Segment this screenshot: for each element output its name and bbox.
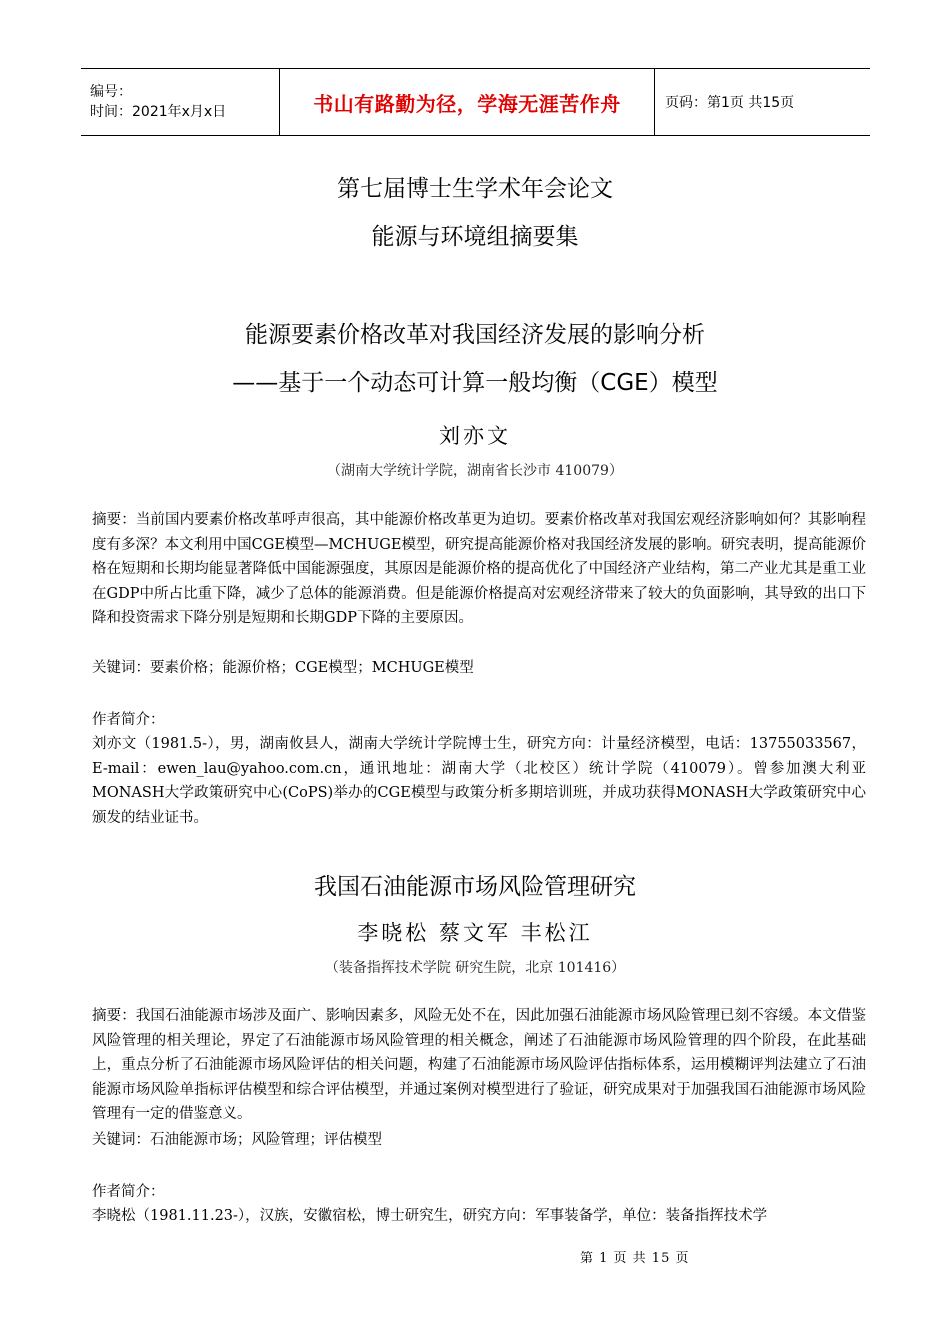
abstract-label: 摘要： xyxy=(92,1008,136,1024)
abstract-text: 当前国内要素价格改革呼声很高，其中能源价格改革更为迫切。要素价格改革对我国宏观经济影响如何？其影响程度有多深？本文利用中国CGE模型—MCHUGE模型，研究提高能源价格对我国经济发展的影响。研究表明，提高能源价格在短期和长期均能显著降低中国能源强度，其原因是能源价格的提高优化了中国经济产业结构，第二产业尤其是重工业在GDP中所占比重下降，减少了总体的能源消费。但是能源价格提高对宏观经济带来了较大的负面影响，其导致的出口下降和投资需求下降分别是短期和长期GDP下降的主要原因。 xyxy=(92,512,867,626)
page-info-text: 页码：第1页 共15页 xyxy=(665,95,795,111)
header-motto-cell xyxy=(280,69,655,135)
paper1-keywords xyxy=(92,656,866,681)
paper1-abstract xyxy=(92,508,866,631)
header-page-info xyxy=(655,69,870,135)
keywords-label: 关键词： xyxy=(92,1132,150,1148)
paper2-bio: 李晓松（1981.11.23-），汉族，安徽宿松，博士研究生，研究方向：军事装备学，单位：装备指挥技术学 xyxy=(92,1208,768,1224)
paper2-title: 我国石油能源市场风险管理研究 xyxy=(314,874,636,900)
document-date: 时间：2021年x月x日 xyxy=(90,104,227,120)
keywords-text: 石油能源市场；风险管理；评估模型 xyxy=(150,1132,382,1148)
page-footer: 第 1 页 共 15 页 xyxy=(580,1251,690,1266)
collection-subtitle: 能源与环境组摘要集 xyxy=(371,224,579,250)
paper2-bio-label: 作者简介： xyxy=(92,1184,165,1200)
paper1-subtitle: ——基于一个动态可计算一般均衡（CGE）模型 xyxy=(232,370,718,396)
paper2-keywords xyxy=(92,1128,866,1153)
document-number: 编号： xyxy=(90,84,132,100)
paper1-bio-label: 作者简介： xyxy=(92,712,165,728)
paper2-affiliation: （装备指挥技术学院 研究生院，北京 101416） xyxy=(324,960,626,976)
header-motto: 书山有路勤为径，学海无涯苦作舟 xyxy=(313,91,621,116)
document-header xyxy=(81,68,870,136)
paper2-abstract xyxy=(92,1004,866,1127)
abstract-text: 我国石油能源市场涉及面广、影响因素多，风险无处不在，因此加强石油能源市场风险管理已刻不容缓。本文借鉴风险管理的相关理论，界定了石油能源市场风险管理的相关概念，阐述了石油能源市场风险管理的四个阶段，在此基础上，重点分析了石油能源市场风险评估的相关问题，构建了石油能源市场风险评估指标体系，运用模糊评判法建立了石油能源市场风险单指标评估模型和综合评估模型，并通过案例对模型进行了验证，研究成果对于加强我国石油能源市场风险管理有一定的借鉴意义。 xyxy=(92,1008,867,1122)
abstract-label: 摘要： xyxy=(92,512,136,528)
collection-title: 第七届博士生学术年会论文 xyxy=(337,176,613,202)
paper2-authors: 李晓松 蔡文军 丰松江 xyxy=(357,921,593,945)
paper1-affiliation: （湖南大学统计学院，湖南省长沙市 410079） xyxy=(327,463,623,479)
paper1-bio: 刘亦文（1981.5-），男，湖南攸县人，湖南大学统计学院博士生，研究方向：计量经济模型，电话：13755033567，E-mail：ewen_lau@yahoo.com.cn，通讯地址：湖南大学（北校区）统计学院（410079）。曾参加澳大利亚MONASH大学政策研究中心(CoPS)举办的CGE模型与政策分析多期培训班，并成功获得MONASH大学政策研究中心颁发的结业证书。 xyxy=(92,736,866,826)
keywords-text: 要素价格；能源价格；CGE模型；MCHUGE模型 xyxy=(150,660,474,676)
paper1-title: 能源要素价格改革对我国经济发展的影响分析 xyxy=(245,322,705,348)
paper1-authors: 刘亦文 xyxy=(439,424,511,448)
keywords-label: 关键词： xyxy=(92,660,150,676)
header-meta xyxy=(81,69,280,135)
